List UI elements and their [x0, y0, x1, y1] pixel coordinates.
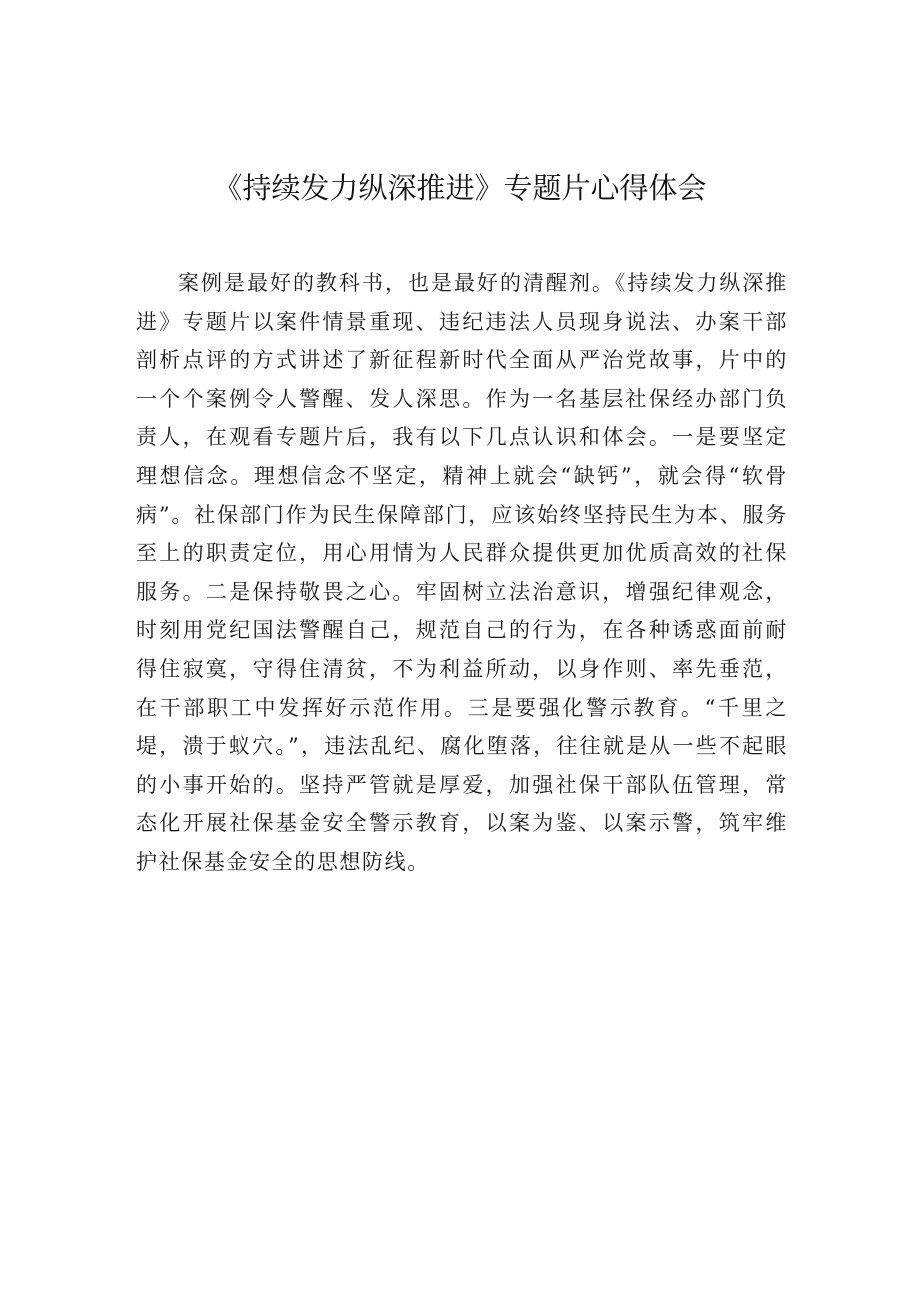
document-title: 《持续发力纵深推进》专题片心得体会 — [213, 171, 707, 205]
body-paragraph: 案例是最好的教科书，也是最好的清醒剂。《持续发力纵深推进》专题片以案件情景重现、违纪违法人员现身说法、办案干部剖析点评的方式讲述了新征程新时代全面从严治党故事，片中的一个个案例令人警醒、发人深思。作为一名基层社保经办部门负责人，在观看专题片后，我有以下几点认识和体会。一是要坚定理想信念。理想信念不坚定，精神上就会“缺钙”，就会得“软骨病”。社保部门作为民生保障部门，应该始终坚持民生为本、服务至上的职责定位，用心用情为人民群众提供更加优质高效的社保服务。二是保持敬畏之心。牢固树立法治意识，增强纪律观念，时刻用党纪国法警醒自己，规范自己的行为，在各种诱惑面前耐得住寂寞，守得住清贫，不为利益所动，以身作则、率先垂范，在干部职工中发挥好示范作用。三是要强化警示教育。“千里之堤，溃于蚁穴。”，违法乱纪、腐化堕落，往往就是从一些不起眼的小事开始的。坚持严管就是厚爱，加强社保干部队伍管理，常态化开展社保基金安全警示教育，以案为鉴、以案示警，筑牢维护社保基金安全的思想防线。 — [136, 271, 788, 874]
